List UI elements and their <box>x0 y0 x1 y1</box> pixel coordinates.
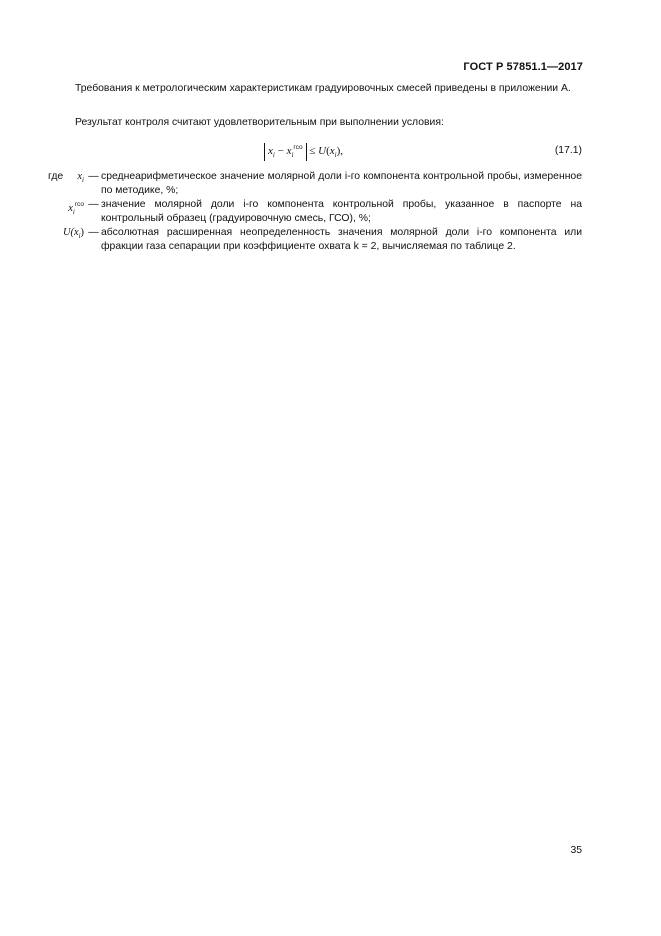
definition-item <box>48 198 582 225</box>
equation-number: (17.1) <box>554 145 582 156</box>
page-number: 35 <box>570 845 582 856</box>
formula: $x_i - x_i^{гсо} \le U(x_i)$, <box>264 143 343 161</box>
definition-dash: — <box>88 227 99 239</box>
definition-text: среднеарифметическое значение молярной доли i-го компонента контрольной пробы, измеренное по методике, %; <box>101 171 582 196</box>
document-id: ГОСТ Р 57851.1—2017 <box>463 61 583 73</box>
paragraph-requirements: Требования к метрологическим характеристикам градуировочных смесей приведены в приложении А. <box>75 83 571 94</box>
definition-text: значение молярной доли i-го компонента контрольной пробы, указанное в паспорте на контрольный образец (градуировочную смесь, ГСО), %; <box>101 199 582 224</box>
definition-dash: — <box>88 171 99 182</box>
definition-symbol: $x_i$ <box>77 171 84 184</box>
definition-item <box>48 170 582 197</box>
definition-dash: — <box>88 199 99 211</box>
definition-symbol: $U(x_i)$ <box>63 227 84 241</box>
definitions-list <box>48 170 582 255</box>
where-label: где <box>48 171 64 182</box>
absolute-value: $x_i - x_i^{гсо}$ <box>264 143 307 161</box>
definition-symbol: $x_i^{гсо}$ <box>68 201 84 217</box>
formula-row <box>48 143 582 163</box>
definition-item <box>48 226 582 253</box>
paragraph-result: Результат контроля считают удовлетворительным при выполнении условия: <box>75 117 444 128</box>
definition-text: абсолютная расширенная неопределенность значения молярной доли i-го компонента или фракции газа сепарации при коэффициенте охвата k = 2, вычисляемая по таблице 2. <box>101 227 582 252</box>
